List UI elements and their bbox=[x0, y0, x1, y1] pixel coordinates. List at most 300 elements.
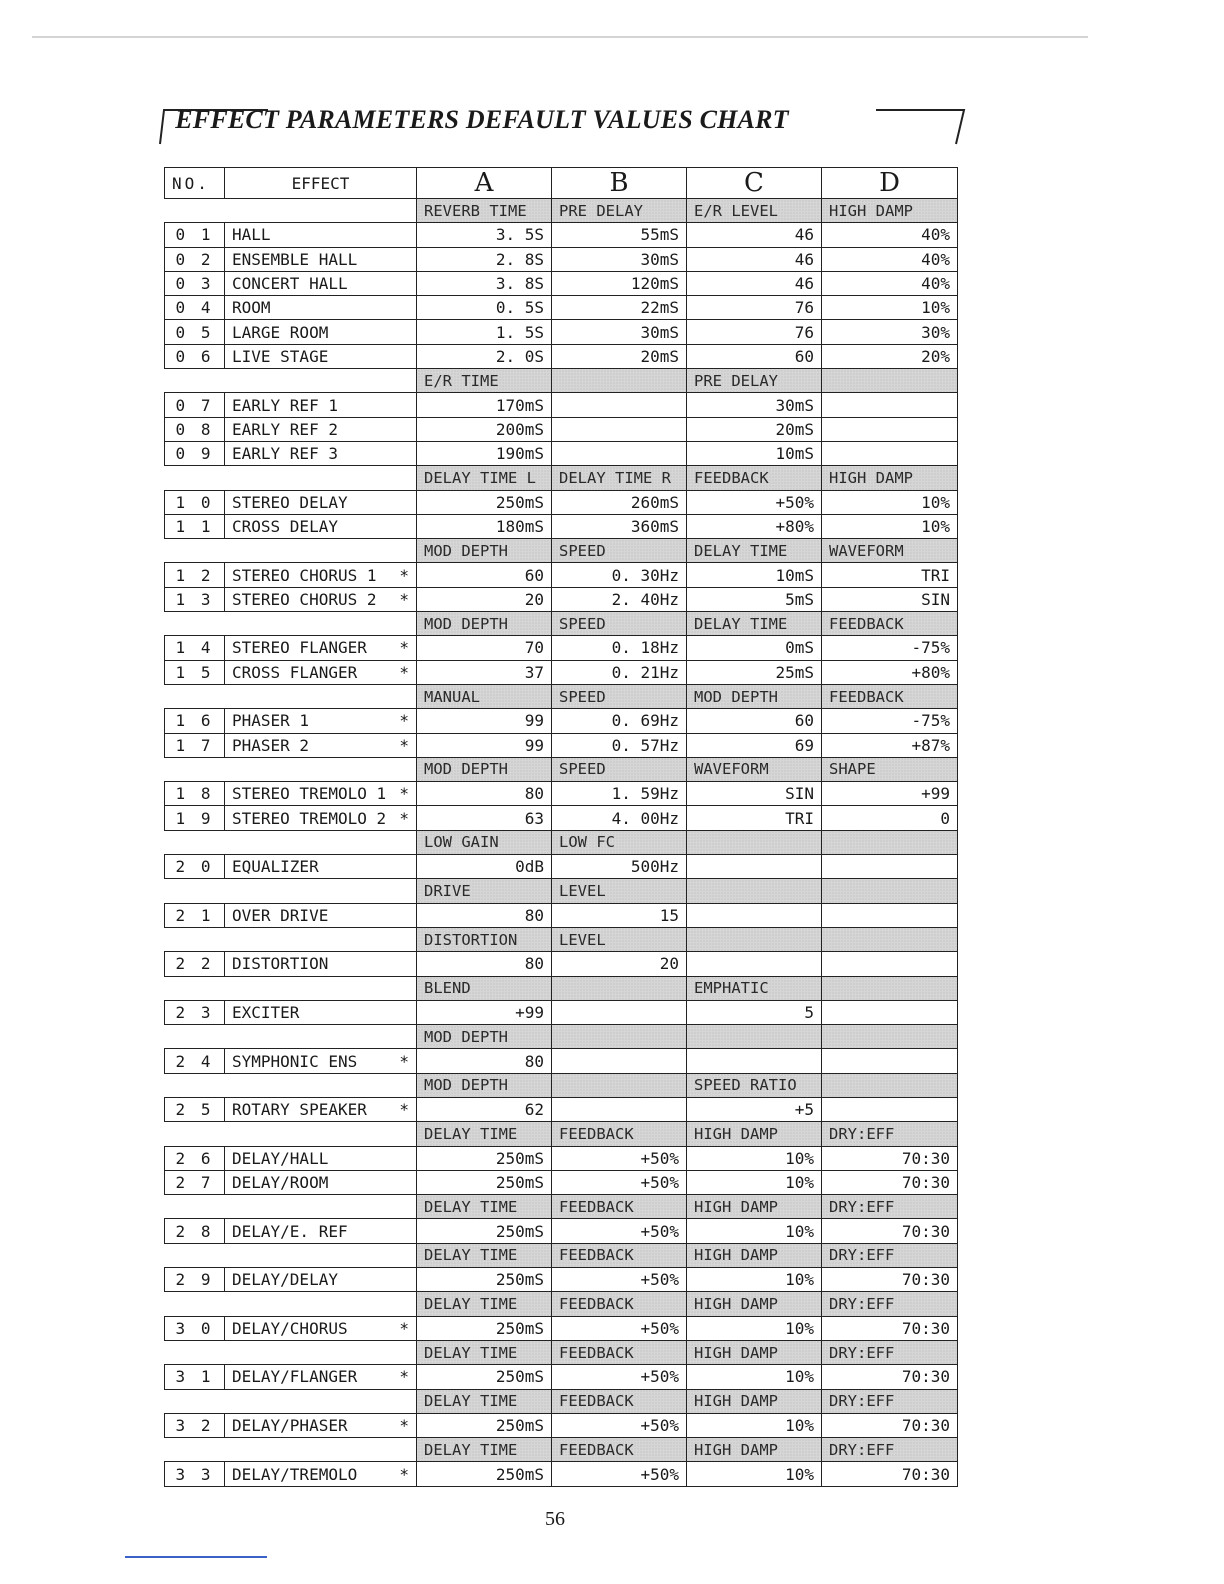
parameter-label-d: FEEDBACK bbox=[822, 684, 958, 708]
value-a: 0dB bbox=[417, 855, 552, 879]
value-c bbox=[687, 855, 822, 879]
value-a: 80 bbox=[417, 782, 552, 806]
effect-name-cell bbox=[225, 344, 417, 368]
parameter-label-b: LEVEL bbox=[552, 879, 687, 903]
asterisk-mark: * bbox=[399, 711, 409, 731]
blank-cell bbox=[165, 1243, 417, 1267]
parameter-label-b: FEEDBACK bbox=[552, 1292, 687, 1316]
effect-parameters-table bbox=[164, 167, 958, 1487]
effect-name: HALL bbox=[232, 225, 271, 245]
effect-number: 1 2 bbox=[165, 563, 225, 587]
value-a: 250mS bbox=[417, 490, 552, 514]
blank-cell bbox=[165, 1025, 417, 1049]
value-a: 250mS bbox=[417, 1268, 552, 1292]
effect-name-cell bbox=[225, 1146, 417, 1170]
effect-name: DISTORTION bbox=[232, 954, 329, 974]
effect-number: 2 6 bbox=[165, 1146, 225, 1170]
table-row bbox=[165, 1462, 958, 1486]
parameter-label-b: FEEDBACK bbox=[552, 1389, 687, 1413]
effect-name: ROOM bbox=[232, 298, 271, 318]
effect-name-cell bbox=[225, 1365, 417, 1389]
table-row bbox=[165, 514, 958, 538]
parameter-label-d bbox=[822, 369, 958, 393]
blank-cell bbox=[165, 757, 417, 781]
parameter-label-b bbox=[552, 1073, 687, 1097]
table-row bbox=[165, 344, 958, 368]
parameter-label-a: MOD DEPTH bbox=[417, 1025, 552, 1049]
effect-number: 2 4 bbox=[165, 1049, 225, 1073]
parameter-label-d: FEEDBACK bbox=[822, 612, 958, 636]
effect-name: EARLY REF 1 bbox=[232, 395, 338, 415]
value-b: 500Hz bbox=[552, 855, 687, 879]
value-a: 190mS bbox=[417, 441, 552, 465]
effect-name: STEREO TREMOLO 2 bbox=[232, 808, 387, 828]
parameter-label-c: E/R LEVEL bbox=[687, 199, 822, 223]
parameter-label-c: DELAY TIME bbox=[687, 612, 822, 636]
value-a: 250mS bbox=[417, 1219, 552, 1243]
table-row bbox=[165, 1000, 958, 1024]
effect-name-cell bbox=[225, 417, 417, 441]
effect-name-cell bbox=[225, 393, 417, 417]
effect-name-cell bbox=[225, 1268, 417, 1292]
effect-number: 2 5 bbox=[165, 1097, 225, 1121]
table-row bbox=[165, 563, 958, 587]
table-row bbox=[165, 660, 958, 684]
parameter-label-a: E/R TIME bbox=[417, 369, 552, 393]
asterisk-mark: * bbox=[399, 565, 409, 585]
value-d: SIN bbox=[822, 587, 958, 611]
effect-name-cell bbox=[225, 563, 417, 587]
parameter-label-b bbox=[552, 1025, 687, 1049]
footer-rule bbox=[125, 1556, 267, 1558]
value-b: +50% bbox=[552, 1365, 687, 1389]
parameter-label-d: WAVEFORM bbox=[822, 539, 958, 563]
parameter-header-row bbox=[165, 369, 958, 393]
parameter-label-b: DELAY TIME R bbox=[552, 466, 687, 490]
value-d: 70:30 bbox=[822, 1146, 958, 1170]
parameter-label-d: SHAPE bbox=[822, 757, 958, 781]
effect-number: 1 1 bbox=[165, 514, 225, 538]
effect-number: 1 7 bbox=[165, 733, 225, 757]
parameter-label-a: MOD DEPTH bbox=[417, 539, 552, 563]
table-row bbox=[165, 1170, 958, 1194]
parameter-header-row bbox=[165, 1438, 958, 1462]
value-a: 2. 8S bbox=[417, 247, 552, 271]
value-d bbox=[822, 1049, 958, 1073]
parameter-label-a: MANUAL bbox=[417, 684, 552, 708]
effect-name-cell bbox=[225, 247, 417, 271]
blank-cell bbox=[165, 879, 417, 903]
asterisk-mark: * bbox=[399, 784, 409, 804]
parameter-label-d: DRY:EFF bbox=[822, 1438, 958, 1462]
parameter-header-row bbox=[165, 1389, 958, 1413]
parameter-label-d: DRY:EFF bbox=[822, 1195, 958, 1219]
parameter-header-row bbox=[165, 466, 958, 490]
table-row bbox=[165, 393, 958, 417]
parameter-label-a: DELAY TIME bbox=[417, 1438, 552, 1462]
value-a: 99 bbox=[417, 709, 552, 733]
effect-number: 0 4 bbox=[165, 296, 225, 320]
value-b bbox=[552, 393, 687, 417]
asterisk-mark: * bbox=[399, 808, 409, 828]
table-row bbox=[165, 1049, 958, 1073]
parameter-label-b bbox=[552, 976, 687, 1000]
effect-name: DELAY/E. REF bbox=[232, 1221, 348, 1241]
value-b: 0. 18Hz bbox=[552, 636, 687, 660]
table-row bbox=[165, 903, 958, 927]
value-d: +99 bbox=[822, 782, 958, 806]
value-d: 20% bbox=[822, 344, 958, 368]
parameter-label-c: HIGH DAMP bbox=[687, 1195, 822, 1219]
effect-name-cell bbox=[225, 709, 417, 733]
header-no: NO. bbox=[165, 168, 225, 199]
parameter-label-d: HIGH DAMP bbox=[822, 199, 958, 223]
value-d: 70:30 bbox=[822, 1219, 958, 1243]
table-row bbox=[165, 587, 958, 611]
effect-name: ROTARY SPEAKER bbox=[232, 1100, 367, 1120]
value-d: +80% bbox=[822, 660, 958, 684]
effect-name: LARGE ROOM bbox=[232, 322, 329, 342]
table-row bbox=[165, 782, 958, 806]
effect-name: DELAY/PHASER bbox=[232, 1415, 348, 1435]
effect-number: 3 2 bbox=[165, 1413, 225, 1437]
value-b: +50% bbox=[552, 1146, 687, 1170]
parameter-label-a: DISTORTION bbox=[417, 927, 552, 951]
value-b: +50% bbox=[552, 1413, 687, 1437]
table-row bbox=[165, 320, 958, 344]
parameter-label-d: DRY:EFF bbox=[822, 1292, 958, 1316]
header-a: A bbox=[417, 168, 552, 199]
effect-name: STEREO CHORUS 1 bbox=[232, 565, 377, 585]
parameter-label-d: DRY:EFF bbox=[822, 1340, 958, 1364]
parameter-label-c: HIGH DAMP bbox=[687, 1438, 822, 1462]
parameter-label-b: LEVEL bbox=[552, 927, 687, 951]
asterisk-mark: * bbox=[399, 1415, 409, 1435]
value-d: 70:30 bbox=[822, 1170, 958, 1194]
parameter-label-c: EMPHATIC bbox=[687, 976, 822, 1000]
effect-name: SYMPHONIC ENS bbox=[232, 1051, 358, 1071]
effect-number: 1 8 bbox=[165, 782, 225, 806]
value-b bbox=[552, 1049, 687, 1073]
value-c: 5 bbox=[687, 1000, 822, 1024]
parameter-label-c: WAVEFORM bbox=[687, 757, 822, 781]
parameter-label-a: DELAY TIME L bbox=[417, 466, 552, 490]
effect-number: 2 7 bbox=[165, 1170, 225, 1194]
parameter-header-row bbox=[165, 539, 958, 563]
parameter-label-c bbox=[687, 927, 822, 951]
parameter-header-row bbox=[165, 1340, 958, 1364]
blank-cell bbox=[165, 1389, 417, 1413]
header-c: C bbox=[687, 168, 822, 199]
parameter-header-row bbox=[165, 927, 958, 951]
value-b: 120mS bbox=[552, 271, 687, 295]
effect-number: 0 7 bbox=[165, 393, 225, 417]
value-d: 40% bbox=[822, 271, 958, 295]
effect-number: 2 2 bbox=[165, 952, 225, 976]
value-b: 30mS bbox=[552, 247, 687, 271]
blank-cell bbox=[165, 830, 417, 854]
table-row bbox=[165, 1097, 958, 1121]
value-c: 76 bbox=[687, 320, 822, 344]
effect-number: 0 5 bbox=[165, 320, 225, 344]
value-d bbox=[822, 393, 958, 417]
value-c: 10% bbox=[687, 1365, 822, 1389]
blank-cell bbox=[165, 199, 417, 223]
parameter-label-c: FEEDBACK bbox=[687, 466, 822, 490]
value-a: 2. 0S bbox=[417, 344, 552, 368]
blank-cell bbox=[165, 1195, 417, 1219]
table-row bbox=[165, 952, 958, 976]
parameter-label-d bbox=[822, 879, 958, 903]
effect-number: 1 4 bbox=[165, 636, 225, 660]
effect-number: 0 2 bbox=[165, 247, 225, 271]
parameter-label-d bbox=[822, 927, 958, 951]
value-a: 180mS bbox=[417, 514, 552, 538]
value-a: 80 bbox=[417, 1049, 552, 1073]
value-c bbox=[687, 952, 822, 976]
table-row bbox=[165, 1365, 958, 1389]
parameter-label-c bbox=[687, 1025, 822, 1049]
value-d: -75% bbox=[822, 636, 958, 660]
effect-name-cell bbox=[225, 296, 417, 320]
parameter-header-row bbox=[165, 1025, 958, 1049]
value-c: TRI bbox=[687, 806, 822, 830]
value-c: 30mS bbox=[687, 393, 822, 417]
effect-name-cell bbox=[225, 903, 417, 927]
parameter-header-row bbox=[165, 684, 958, 708]
parameter-label-d bbox=[822, 976, 958, 1000]
value-a: 20 bbox=[417, 587, 552, 611]
parameter-label-a: MOD DEPTH bbox=[417, 757, 552, 781]
parameter-label-b: FEEDBACK bbox=[552, 1122, 687, 1146]
effect-name-cell bbox=[225, 1097, 417, 1121]
blank-cell bbox=[165, 466, 417, 490]
effect-number: 0 9 bbox=[165, 441, 225, 465]
effect-number: 1 0 bbox=[165, 490, 225, 514]
parameter-header-row bbox=[165, 1292, 958, 1316]
parameter-label-c: HIGH DAMP bbox=[687, 1122, 822, 1146]
blank-cell bbox=[165, 1292, 417, 1316]
value-c: 10% bbox=[687, 1462, 822, 1486]
parameter-label-d bbox=[822, 1025, 958, 1049]
value-c bbox=[687, 903, 822, 927]
effect-name-cell bbox=[225, 271, 417, 295]
value-d bbox=[822, 1000, 958, 1024]
parameter-header-row bbox=[165, 976, 958, 1000]
asterisk-mark: * bbox=[399, 735, 409, 755]
table-row bbox=[165, 733, 958, 757]
blank-cell bbox=[165, 1073, 417, 1097]
value-c: 69 bbox=[687, 733, 822, 757]
value-a: 250mS bbox=[417, 1316, 552, 1340]
table-row bbox=[165, 709, 958, 733]
value-d: +87% bbox=[822, 733, 958, 757]
value-d bbox=[822, 1097, 958, 1121]
effect-name: CROSS FLANGER bbox=[232, 662, 358, 682]
parameter-header-row bbox=[165, 612, 958, 636]
effect-name-cell bbox=[225, 1219, 417, 1243]
effect-name: EARLY REF 2 bbox=[232, 419, 338, 439]
value-a: 3. 8S bbox=[417, 271, 552, 295]
value-d: 70:30 bbox=[822, 1462, 958, 1486]
parameter-header-row bbox=[165, 757, 958, 781]
parameter-label-c bbox=[687, 830, 822, 854]
effect-name-cell bbox=[225, 782, 417, 806]
value-b bbox=[552, 1097, 687, 1121]
effect-name: STEREO TREMOLO 1 bbox=[232, 784, 387, 804]
value-a: 80 bbox=[417, 952, 552, 976]
parameter-label-d bbox=[822, 1073, 958, 1097]
parameter-label-b: PRE DELAY bbox=[552, 199, 687, 223]
effect-name-cell bbox=[225, 733, 417, 757]
parameter-label-b: SPEED bbox=[552, 757, 687, 781]
effect-name: CONCERT HALL bbox=[232, 274, 348, 294]
table-row bbox=[165, 441, 958, 465]
parameter-label-b bbox=[552, 369, 687, 393]
table-row bbox=[165, 1219, 958, 1243]
parameter-header-row bbox=[165, 1122, 958, 1146]
value-a: 63 bbox=[417, 806, 552, 830]
value-c: 10% bbox=[687, 1316, 822, 1340]
effect-name: DELAY/ROOM bbox=[232, 1173, 329, 1193]
parameter-label-b: FEEDBACK bbox=[552, 1438, 687, 1462]
value-a: 37 bbox=[417, 660, 552, 684]
value-a: +99 bbox=[417, 1000, 552, 1024]
parameter-label-d: DRY:EFF bbox=[822, 1122, 958, 1146]
value-b: 0. 21Hz bbox=[552, 660, 687, 684]
value-b bbox=[552, 1000, 687, 1024]
parameter-label-c: HIGH DAMP bbox=[687, 1292, 822, 1316]
page-title: EFFECT PARAMETERS DEFAULT VALUES CHART bbox=[175, 105, 789, 134]
value-d: 70:30 bbox=[822, 1268, 958, 1292]
value-c: 10% bbox=[687, 1268, 822, 1292]
effect-name-cell bbox=[225, 952, 417, 976]
effect-name-cell bbox=[225, 441, 417, 465]
effect-name: DELAY/TREMOLO bbox=[232, 1464, 358, 1484]
value-b: 0. 30Hz bbox=[552, 563, 687, 587]
parameter-label-a: MOD DEPTH bbox=[417, 612, 552, 636]
table-header-row bbox=[165, 168, 958, 199]
asterisk-mark: * bbox=[399, 638, 409, 658]
value-c: +80% bbox=[687, 514, 822, 538]
effect-name-cell bbox=[225, 223, 417, 247]
parameter-label-a: DELAY TIME bbox=[417, 1292, 552, 1316]
table-row bbox=[165, 1413, 958, 1437]
parameter-header-row bbox=[165, 1195, 958, 1219]
effect-number: 2 3 bbox=[165, 1000, 225, 1024]
effect-number: 0 8 bbox=[165, 417, 225, 441]
effect-name: EQUALIZER bbox=[232, 857, 319, 877]
parameter-header-row bbox=[165, 1073, 958, 1097]
parameter-label-b: SPEED bbox=[552, 684, 687, 708]
parameter-label-c bbox=[687, 879, 822, 903]
value-b: 360mS bbox=[552, 514, 687, 538]
parameter-label-c: HIGH DAMP bbox=[687, 1340, 822, 1364]
effect-name: EARLY REF 3 bbox=[232, 444, 338, 464]
header-d: D bbox=[822, 168, 958, 199]
value-d bbox=[822, 952, 958, 976]
parameter-label-b: FEEDBACK bbox=[552, 1243, 687, 1267]
parameter-label-a: DELAY TIME bbox=[417, 1243, 552, 1267]
parameter-label-b: LOW FC bbox=[552, 830, 687, 854]
effect-name-cell bbox=[225, 490, 417, 514]
effect-number: 0 6 bbox=[165, 344, 225, 368]
asterisk-mark: * bbox=[399, 1318, 409, 1338]
effect-number: 2 1 bbox=[165, 903, 225, 927]
effect-number: 1 3 bbox=[165, 587, 225, 611]
parameter-label-a: DELAY TIME bbox=[417, 1340, 552, 1364]
value-d: -75% bbox=[822, 709, 958, 733]
value-b: 30mS bbox=[552, 320, 687, 344]
value-d: 70:30 bbox=[822, 1316, 958, 1340]
effect-name: EXCITER bbox=[232, 1002, 300, 1022]
page-number: 56 bbox=[545, 1508, 565, 1530]
parameter-label-a: BLEND bbox=[417, 976, 552, 1000]
value-b: +50% bbox=[552, 1316, 687, 1340]
effect-name-cell bbox=[225, 1170, 417, 1194]
effect-name-cell bbox=[225, 636, 417, 660]
value-d: 10% bbox=[822, 490, 958, 514]
value-b: 15 bbox=[552, 903, 687, 927]
value-d: 30% bbox=[822, 320, 958, 344]
value-a: 1. 5S bbox=[417, 320, 552, 344]
value-a: 80 bbox=[417, 903, 552, 927]
value-d bbox=[822, 417, 958, 441]
value-a: 170mS bbox=[417, 393, 552, 417]
value-b: +50% bbox=[552, 1462, 687, 1486]
table-row bbox=[165, 855, 958, 879]
parameter-label-a: DRIVE bbox=[417, 879, 552, 903]
effect-number: 2 9 bbox=[165, 1268, 225, 1292]
table-row bbox=[165, 296, 958, 320]
effect-number: 1 6 bbox=[165, 709, 225, 733]
effect-number: 2 0 bbox=[165, 855, 225, 879]
parameter-label-d: DRY:EFF bbox=[822, 1243, 958, 1267]
table-row bbox=[165, 806, 958, 830]
top-rule bbox=[32, 36, 1088, 38]
value-c: 60 bbox=[687, 709, 822, 733]
value-b: 2. 40Hz bbox=[552, 587, 687, 611]
value-b: 20mS bbox=[552, 344, 687, 368]
table-row bbox=[165, 223, 958, 247]
blank-cell bbox=[165, 1122, 417, 1146]
value-a: 3. 5S bbox=[417, 223, 552, 247]
effect-name-cell bbox=[225, 1413, 417, 1437]
value-b: 0. 69Hz bbox=[552, 709, 687, 733]
parameter-label-c: HIGH DAMP bbox=[687, 1389, 822, 1413]
value-d: 0 bbox=[822, 806, 958, 830]
parameter-label-c: HIGH DAMP bbox=[687, 1243, 822, 1267]
parameter-label-d bbox=[822, 830, 958, 854]
blank-cell bbox=[165, 1340, 417, 1364]
value-d bbox=[822, 441, 958, 465]
value-b: +50% bbox=[552, 1219, 687, 1243]
effect-number: 3 0 bbox=[165, 1316, 225, 1340]
parameter-label-c: PRE DELAY bbox=[687, 369, 822, 393]
value-c: 46 bbox=[687, 247, 822, 271]
value-b bbox=[552, 417, 687, 441]
value-c: 10% bbox=[687, 1146, 822, 1170]
value-b: 22mS bbox=[552, 296, 687, 320]
value-a: 250mS bbox=[417, 1365, 552, 1389]
table-row bbox=[165, 247, 958, 271]
value-a: 70 bbox=[417, 636, 552, 660]
effect-name-cell bbox=[225, 1049, 417, 1073]
value-a: 250mS bbox=[417, 1170, 552, 1194]
value-d: 70:30 bbox=[822, 1413, 958, 1437]
parameter-label-b: SPEED bbox=[552, 539, 687, 563]
table-row bbox=[165, 1316, 958, 1340]
